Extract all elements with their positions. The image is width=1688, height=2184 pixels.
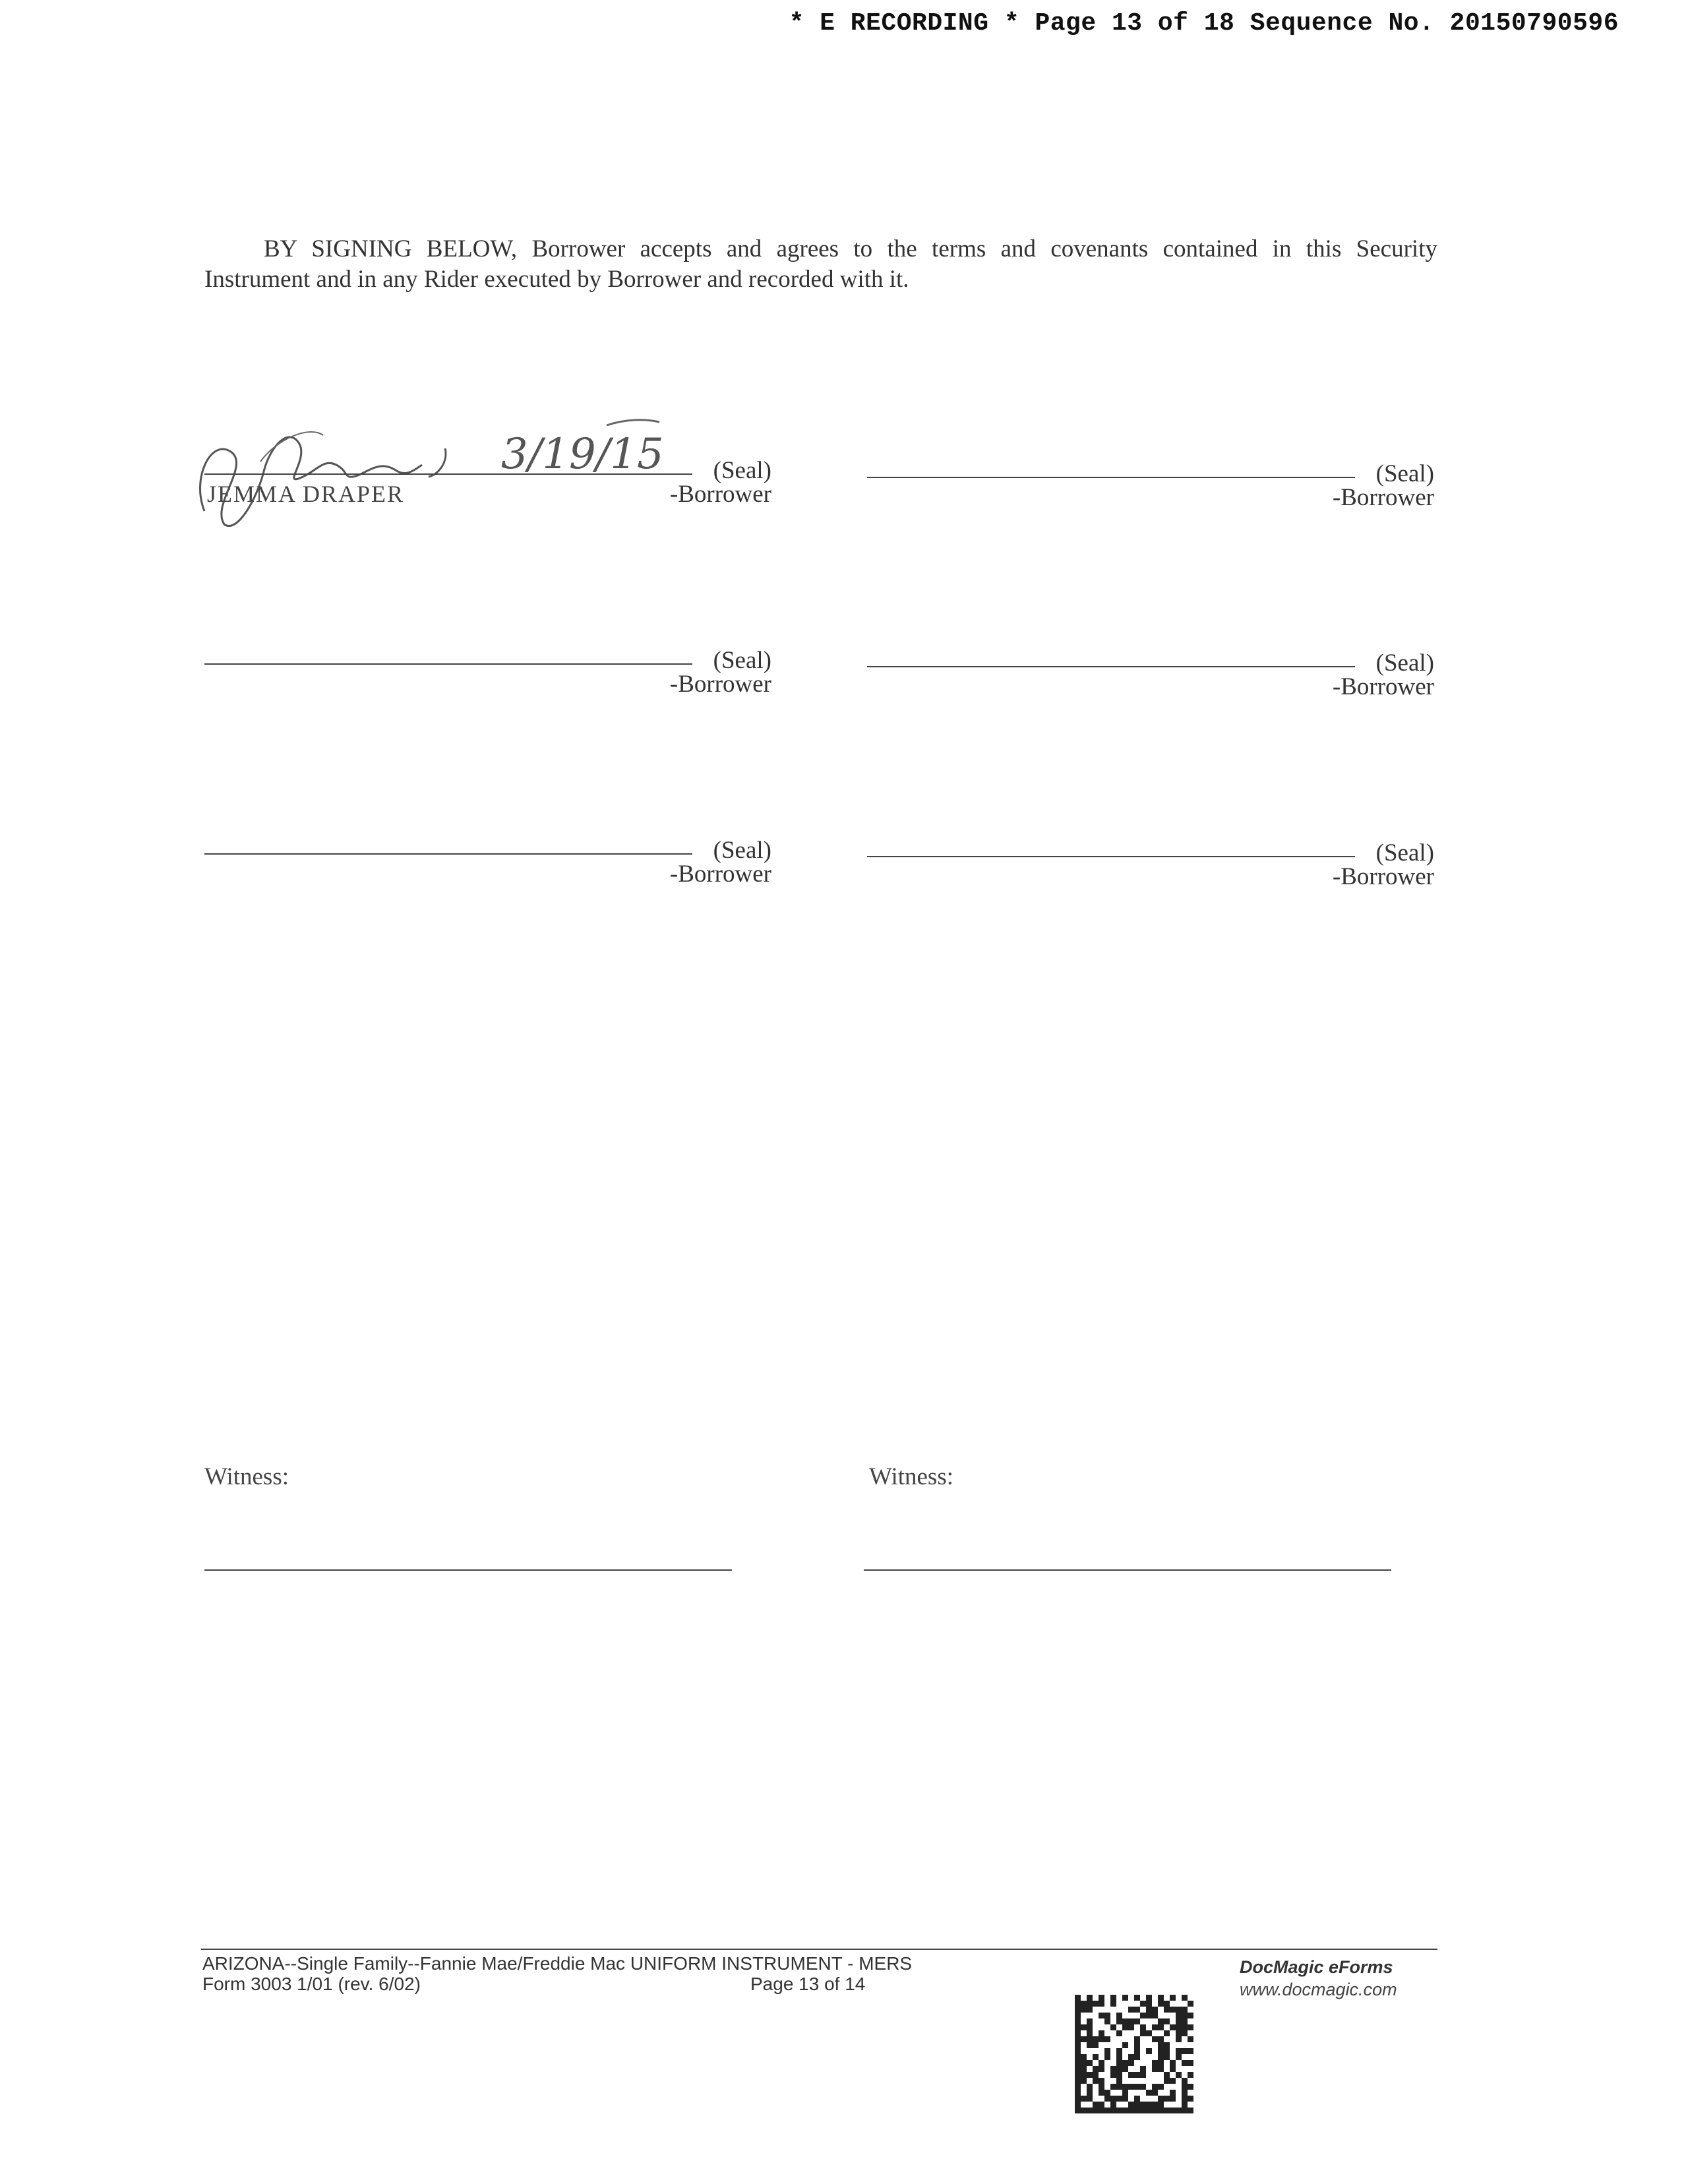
signature-line <box>867 856 1355 857</box>
witness-label-left: Witness: <box>204 1463 289 1490</box>
form-number: Form 3003 1/01 (rev. 6/02) <box>202 1974 421 1994</box>
seal-label: (Seal) <box>713 837 771 864</box>
seal-label: (Seal) <box>713 647 771 674</box>
borrower-signature-block-6 <box>867 839 1434 890</box>
acceptance-line-1: BY SIGNING BELOW, Borrower accepts and agrees to the terms and covenants contained in this Security <box>264 235 1437 262</box>
docmagic-logo: DocMagic eForms <box>1240 1957 1393 1977</box>
witness-line-right <box>864 1569 1391 1571</box>
borrower-signature-block-2 <box>867 460 1434 511</box>
borrower-label: -Borrower <box>669 671 771 698</box>
signature-line <box>204 663 692 665</box>
borrower-label: -Borrower <box>1332 863 1434 890</box>
witness-label-right: Witness: <box>869 1463 954 1490</box>
signature-line <box>867 666 1355 667</box>
docmagic-url: www.docmagic.com <box>1240 1980 1397 1999</box>
footer-rule <box>201 1949 1437 1950</box>
seal-label: (Seal) <box>1375 460 1434 487</box>
seal-label: (Seal) <box>1375 839 1434 866</box>
borrower-label: -Borrower <box>1332 673 1434 700</box>
borrower-signature-block-1 <box>204 457 771 508</box>
page-number: Page 13 of 14 <box>750 1974 866 1994</box>
datamatrix-barcode-icon <box>1075 1995 1193 2113</box>
recording-header: * E RECORDING * Page 13 of 18 Sequence No. 20150790596 <box>789 9 1619 38</box>
acceptance-paragraph <box>204 234 1437 295</box>
form-title: ARIZONA--Single Family--Fannie Mae/Freddie Mac UNIFORM INSTRUMENT - MERS <box>202 1953 913 1974</box>
borrower-signature-block-5 <box>204 837 771 888</box>
witness-line-left <box>204 1569 732 1571</box>
seal-label: (Seal) <box>1375 650 1434 677</box>
acceptance-line-2: Instrument and in any Rider executed by Borrower and recorded with it. <box>204 266 909 293</box>
signature-line <box>204 853 692 855</box>
borrower-signature-block-3 <box>204 647 771 698</box>
borrower-label: -Borrower <box>669 861 771 888</box>
handwritten-date: 3/19/15 <box>501 430 664 479</box>
signature-line <box>867 477 1355 478</box>
signature-line <box>204 473 692 475</box>
borrower-signature-block-4 <box>867 650 1434 700</box>
signer-name: JEMMA DRAPER <box>207 481 405 507</box>
seal-label: (Seal) <box>713 457 771 484</box>
borrower-label: -Borrower <box>1332 484 1434 511</box>
borrower-label: -Borrower <box>669 481 771 508</box>
